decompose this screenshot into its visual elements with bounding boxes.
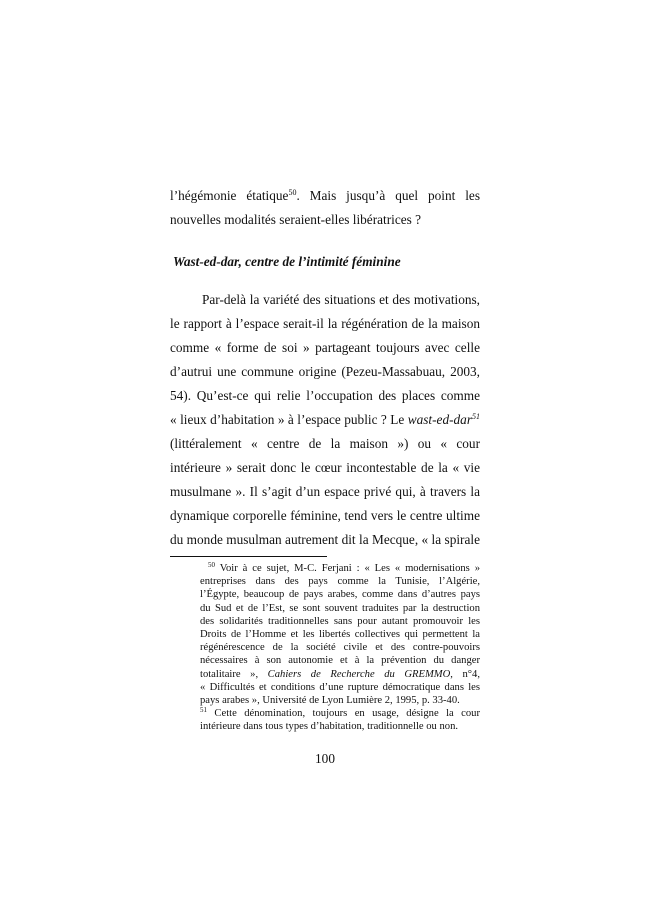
- section-heading: Wast-ed-dar, centre de l’intimité féminine: [173, 254, 401, 269]
- footnote-line: totalitaire », Cahiers de Recherche du GREMMO, n°4,: [200, 668, 480, 680]
- text-line: nouvelles modalités seraient-elles libératrices ?: [170, 212, 422, 227]
- text-line: (littéralement « centre de la maison ») ou « cour: [170, 436, 480, 451]
- footnote-separator: [170, 556, 327, 557]
- footnote-51: [200, 707, 480, 733]
- journal-title: Cahiers de Recherche du GREMMO: [267, 668, 451, 680]
- text-line: musulmane ». Il s’agit d’un espace privé qui, à travers la: [170, 484, 480, 499]
- text-line: d’autrui une commune origine (Pezeu-Massabuau, 2003,: [170, 364, 480, 379]
- footnotes: [200, 562, 480, 733]
- footnote-line: régénérescence de la société civile et des contre-pouvoirs: [200, 642, 480, 654]
- page-number: 100: [315, 751, 335, 766]
- footnote-ref-50[interactable]: 50: [288, 188, 297, 197]
- footnote-line: nécessaires à son autonomie et à la prévention du danger: [200, 655, 480, 667]
- footnote-line: du Sud et de l’Est, se sont souvent traduites par la destruction: [200, 602, 480, 614]
- footnote-line: Droits de l’Homme et les libertés collectives qui permettent la: [200, 628, 480, 640]
- footnote-line: $^{50}$ Voir à ce sujet, M-C. Ferjani : « Les « modernisations »: [208, 561, 480, 574]
- footnote-line: « Difficultés et conditions d’une rupture démocratique dans les: [200, 681, 480, 693]
- footnote-line: des solidarités traditionnelles sans pour autant promouvoir les: [200, 615, 480, 627]
- text-line: « lieux d’habitation » à l’espace public ? Le wast-ed-dar$^{51}$: [170, 412, 480, 427]
- text-line: intérieure » serait donc le cœur incontestable de la « vie: [170, 460, 480, 475]
- footnote-number: 50: [208, 561, 215, 569]
- footnote-line: $^{51}$ Cette dénomination, toujours en usage, désigne la cour: [200, 706, 480, 720]
- footnote-line: entreprises dans des pays comme la Tunisie, l’Algérie,: [200, 576, 480, 588]
- paragraph-main: [170, 288, 480, 552]
- text-line: 54). Qu’est-ce qui relie l’occupation des places comme: [170, 388, 480, 403]
- footnote-line: pays arabes », Université de Lyon Lumière 2, 1995, p. 33-40.: [200, 694, 460, 706]
- term-wast-ed-dar: wast-ed-dar: [407, 412, 472, 427]
- text-line: l’hégémonie étatique$^{50}$. Mais jusqu’à quel point les: [170, 188, 480, 203]
- footnote-50: [200, 562, 480, 707]
- footnote-ref-51[interactable]: 51: [472, 412, 480, 421]
- text-line: comme « forme de soi » partageant toujours avec celle: [170, 340, 480, 355]
- text-line: du monde musulman autrement dit la Mecque, « la spirale: [170, 532, 480, 547]
- paragraph-continuation: [170, 184, 480, 232]
- text-line: Par-delà la variété des situations et des motivations,: [202, 292, 480, 307]
- text-line: dynamique corporelle féminine, tend vers le centre ultime: [170, 508, 480, 523]
- footnote-number: 51: [200, 706, 207, 715]
- footnote-line: l’Égypte, beaucoup de pays arabes, comme dans d’autres pays: [200, 589, 480, 601]
- text-line: le rapport à l’espace serait-il la régénération de la maison: [170, 316, 480, 331]
- footnote-line: intérieure dans tous types d’habitation, traditionnelle ou non.: [200, 721, 459, 733]
